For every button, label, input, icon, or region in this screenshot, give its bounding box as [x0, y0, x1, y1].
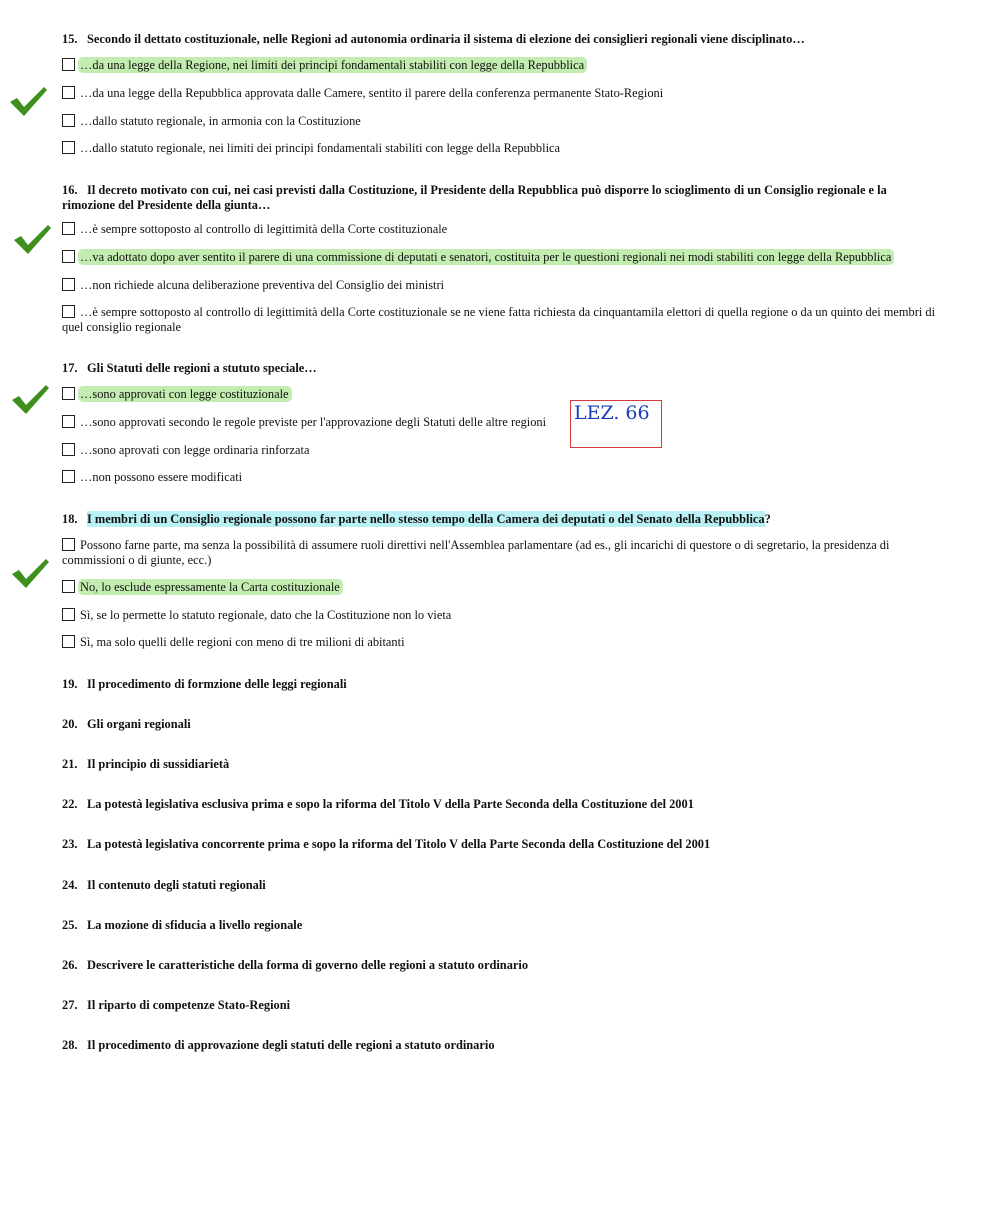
question-17-title — [62, 361, 942, 376]
checkbox[interactable] — [62, 222, 75, 235]
question-number: 25. — [62, 918, 78, 932]
checkbox[interactable] — [62, 635, 75, 648]
option-17-a[interactable] — [62, 387, 940, 402]
checkbox[interactable] — [62, 141, 75, 154]
option-17-b[interactable] — [62, 415, 552, 430]
option-16-b[interactable] — [62, 250, 940, 265]
question-number: 17. — [62, 361, 78, 375]
option-text: …non possono essere modificati — [80, 470, 243, 484]
option-text: …dallo statuto regionale, in armonia con la Costituzione — [80, 114, 361, 128]
option-18-b[interactable] — [62, 580, 940, 595]
checkbox[interactable] — [62, 608, 75, 621]
question-number: 26. — [62, 958, 78, 972]
question-26 — [62, 958, 528, 973]
option-text: …sono approvati secondo le regole previste per l'approvazione degli Statuti delle altre regioni — [80, 415, 547, 429]
option-15-a[interactable] — [62, 58, 940, 73]
question-text: Il principio di sussidiarietà — [87, 757, 230, 771]
question-text: Gli Statuti delle regioni a stututo speciale… — [87, 361, 317, 375]
question-15-title — [62, 32, 942, 47]
question-number: 20. — [62, 717, 78, 731]
question-number: 19. — [62, 677, 78, 691]
question-text: Secondo il dettato costituzionale, nelle Regioni ad autonomia ordinaria il sistema di elezione dei consiglieri regionali viene disciplinato… — [87, 32, 805, 46]
question-number: 27. — [62, 998, 78, 1012]
question-text: Gli organi regionali — [87, 717, 191, 731]
question-text: La potestà legislativa esclusiva prima e sopo la riforma del Titolo V della Parte Seconda della Costituzione del 2001 — [87, 797, 694, 811]
question-text: Il procedimento di approvazione degli statuti delle regioni a statuto ordinario — [87, 1038, 495, 1052]
checkbox[interactable] — [62, 278, 75, 291]
option-text: Sì, ma solo quelli delle regioni con meno di tre milioni di abitanti — [80, 635, 405, 649]
option-16-d[interactable] — [62, 305, 940, 335]
option-17-c[interactable] — [62, 443, 940, 458]
question-number: 28. — [62, 1038, 78, 1052]
highlighted-question-text: I membri di un Consiglio regionale possono far parte nello stesso tempo della Camera dei deputati o del Senato della Repubblica — [87, 512, 765, 526]
option-15-d[interactable] — [62, 141, 940, 156]
highlighted-answer: No, lo esclude espressamente la Carta costituzionale — [78, 579, 343, 595]
question-number: 18. — [62, 512, 78, 526]
highlighted-answer: …va adottato dopo aver sentito il parere di una commissione di deputati e senatori, costituita per le questioni regionali nei modi stabiliti con legge della Repubblica — [78, 249, 894, 265]
question-22 — [62, 797, 694, 812]
question-number: 23. — [62, 837, 78, 851]
option-text: Sì, se lo permette lo statuto regionale, dato che la Costituzione non lo vieta — [80, 608, 452, 622]
checkbox[interactable] — [62, 86, 75, 99]
checkmark-icon — [12, 222, 52, 256]
question-28 — [62, 1038, 495, 1053]
question-18-title — [62, 512, 942, 527]
option-16-a[interactable] — [62, 222, 940, 237]
question-21 — [62, 757, 229, 772]
checkbox[interactable] — [62, 415, 75, 428]
checkbox[interactable] — [62, 305, 75, 318]
checkmark-icon — [8, 84, 48, 118]
question-24 — [62, 878, 266, 893]
question-16-title — [62, 183, 942, 213]
option-text: Possono farne parte, ma senza la possibilità di assumere ruoli direttivi nell'Assemblea parlamentare (ad es., gli incarichi di questore o di segretario, la presidenza di commissioni o di giunte, ecc.) — [62, 538, 890, 567]
option-18-c[interactable] — [62, 608, 940, 623]
checkbox[interactable] — [62, 58, 75, 71]
question-text: Il decreto motivato con cui, nei casi previsti dalla Costituzione, il Presidente della Repubblica può disporre lo scioglimento di un Consiglio regionale e la rimozione del Presidente della giunta… — [62, 183, 887, 212]
option-text: …non richiede alcuna deliberazione preventiva del Consiglio dei ministri — [80, 278, 445, 292]
option-text: …è sempre sottoposto al controllo di legittimità della Corte costituzionale — [80, 222, 448, 236]
option-16-c[interactable] — [62, 278, 940, 293]
question-20 — [62, 717, 191, 732]
question-number: 24. — [62, 878, 78, 892]
option-18-d[interactable] — [62, 635, 940, 650]
option-15-b[interactable] — [62, 86, 940, 101]
option-15-c[interactable] — [62, 114, 940, 129]
checkbox[interactable] — [62, 443, 75, 456]
question-text: Il riparto di competenze Stato-Regioni — [87, 998, 291, 1012]
option-text: …dallo statuto regionale, nei limiti dei principi fondamentali stabiliti con legge della Repubblica — [80, 141, 561, 155]
checkbox[interactable] — [62, 580, 75, 593]
option-text: …è sempre sottoposto al controllo di legittimità della Corte costituzionale se ne viene fatta richiesta da cinquantamila elettori di quella regione o da un quinto dei membri di quel consiglio regionale — [62, 305, 936, 334]
question-19 — [62, 677, 347, 692]
option-18-a[interactable] — [62, 538, 940, 568]
question-number: 21. — [62, 757, 78, 771]
question-number: 16. — [62, 183, 78, 197]
question-23 — [62, 837, 710, 852]
question-text: Il procedimento di formzione delle leggi regionali — [87, 677, 347, 691]
lesson-stamp — [570, 400, 662, 448]
lesson-stamp-text: LEZ. 66 — [574, 402, 650, 424]
option-text: …da una legge della Repubblica approvata dalle Camere, sentito il parere della conferenza permanente Stato-Regioni — [80, 86, 664, 100]
checkmark-icon — [10, 556, 50, 590]
question-number: 15. — [62, 32, 78, 46]
checkmark-icon — [10, 382, 50, 416]
question-mark: ? — [764, 512, 771, 526]
question-text: La potestà legislativa concorrente prima e sopo la riforma del Titolo V della Parte Seconda della Costituzione del 2001 — [87, 837, 711, 851]
checkbox[interactable] — [62, 470, 75, 483]
question-25 — [62, 918, 302, 933]
question-number: 22. — [62, 797, 78, 811]
question-text: Descrivere le caratteristiche della forma di governo delle regioni a statuto ordinario — [87, 958, 529, 972]
question-text: Il contenuto degli statuti regionali — [87, 878, 266, 892]
option-17-d[interactable] — [62, 470, 940, 485]
question-text: La mozione di sfiducia a livello regionale — [87, 918, 303, 932]
checkbox[interactable] — [62, 250, 75, 263]
checkbox[interactable] — [62, 538, 75, 551]
checkbox[interactable] — [62, 387, 75, 400]
highlighted-answer: …da una legge della Regione, nei limiti dei principi fondamentali stabiliti con legge della Repubblica — [78, 57, 587, 73]
checkbox[interactable] — [62, 114, 75, 127]
option-text: …sono aprovati con legge ordinaria rinforzata — [80, 443, 310, 457]
question-27 — [62, 998, 290, 1013]
highlighted-answer: …sono approvati con legge costituzionale — [78, 386, 292, 402]
